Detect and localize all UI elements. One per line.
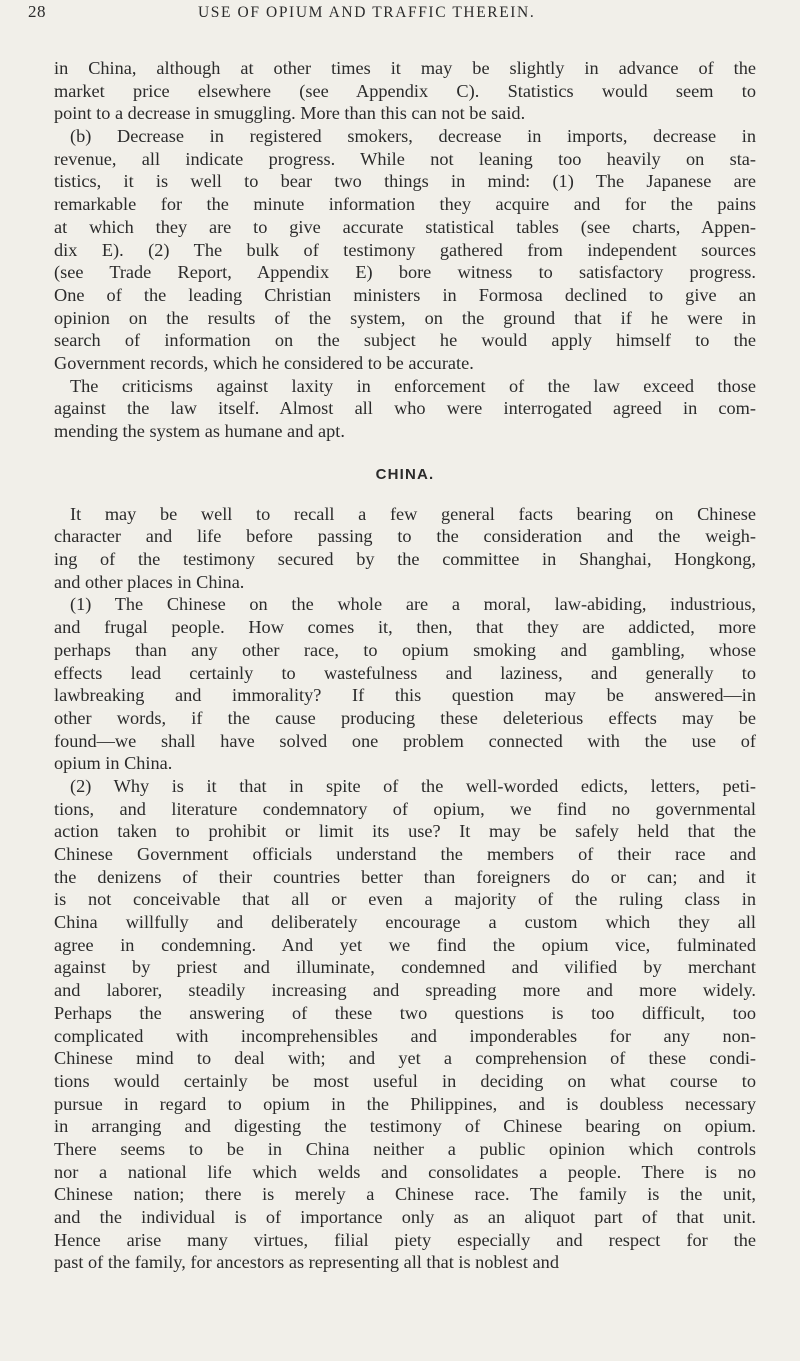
text-line: and frugal people. How comes it, then, that they are addicted, more bbox=[54, 617, 756, 638]
text-line: It may be well to recall a few general facts bearing on Chinese bbox=[70, 503, 756, 524]
text-line: (see Trade Report, Appendix E) bore witness to satisfactory progress. bbox=[54, 262, 756, 283]
text-line: Government records, which he considered to be accurate. bbox=[54, 352, 474, 373]
formosa-section bbox=[54, 57, 756, 443]
page-body bbox=[54, 57, 756, 1274]
text-line: pursue in regard to opium in the Philippines, and is doubless necessary bbox=[54, 1093, 756, 1114]
text-line: revenue, all indicate progress. While not leaning too heavily on sta- bbox=[54, 148, 756, 169]
text-line: and the individual is of importance only as an aliquot part of that unit. bbox=[54, 1207, 756, 1227]
text-line: the denizens of their countries better than foreigners do or can; and it bbox=[54, 866, 756, 887]
text-line: search of information on the subject he would apply himself to the bbox=[54, 330, 756, 351]
text-line: (1) The Chinese on the whole are a moral, law-abiding, industrious, bbox=[70, 594, 756, 615]
text-line: against by priest and illuminate, condemned and vilified by merchant bbox=[54, 957, 756, 978]
text-line: opinion on the results of the system, on the ground that if he were in bbox=[54, 307, 756, 328]
text-line: The criticisms against laxity in enforcement of the law exceed those bbox=[70, 375, 756, 396]
paragraph bbox=[54, 593, 756, 775]
text-line: effects lead certainly to wastefulness and laziness, and generally to bbox=[54, 662, 756, 683]
paragraph bbox=[54, 775, 756, 1274]
text-line: character and life before passing to the consideration and the weigh- bbox=[54, 526, 756, 547]
text-line: action taken to prohibit or limit its use? It may be safely held that the bbox=[54, 821, 756, 842]
text-line: Perhaps the answering of these two questions is too difficult, too bbox=[54, 1002, 756, 1023]
text-line: complicated with incomprehensibles and imponderables for any non- bbox=[54, 1025, 756, 1046]
text-line: tions, and literature condemnatory of opium, we find no governmental bbox=[54, 798, 756, 819]
page-number: 28 bbox=[28, 2, 46, 21]
running-head-title: USE OF OPIUM AND TRAFFIC THEREIN. bbox=[198, 4, 536, 21]
text-line: opium in China. bbox=[54, 753, 173, 774]
text-line: found—we shall have solved one problem connected with the use of bbox=[54, 730, 756, 751]
section-heading-china: CHINA. bbox=[375, 465, 435, 483]
text-line: against the law itself. Almost all who were interrogated agreed in com- bbox=[54, 398, 756, 419]
paragraph bbox=[54, 503, 756, 594]
text-line: perhaps than any other race, to opium smoking and gambling, whose bbox=[54, 639, 756, 660]
text-line: in China, although at other times it may be slightly in advance of the bbox=[54, 58, 756, 78]
text-line: (b) Decrease in registered smokers, decrease in imports, decrease in bbox=[70, 126, 756, 147]
text-line: at which they are to give accurate statistical tables (see charts, Appen- bbox=[54, 216, 756, 237]
text-line: Chinese nation; there is merely a Chinese race. The family is the unit, bbox=[54, 1184, 756, 1205]
text-line: lawbreaking and immorality? If this question may be answered—in bbox=[54, 685, 756, 706]
text-line: and laborer, steadily increasing and spreading more and more widely. bbox=[54, 980, 756, 1001]
paragraph bbox=[54, 125, 756, 375]
text-line: remarkable for the minute information they acquire and for the pains bbox=[54, 194, 756, 215]
text-line: point to a decrease in smuggling. More than this can not be said. bbox=[54, 103, 526, 124]
text-line: in arranging and digesting the testimony of Chinese bearing on opium. bbox=[54, 1116, 756, 1137]
text-line: China willfully and deliberately encourage a custom which they all bbox=[54, 912, 756, 933]
text-line: tistics, it is well to bear two things in mind: (1) The Japanese are bbox=[54, 171, 756, 192]
text-line: (2) Why is it that in spite of the well-worded edicts, letters, peti- bbox=[70, 775, 756, 796]
text-line: agree in condemning. And yet we find the opium vice, fulminated bbox=[54, 934, 756, 955]
text-line: is not conceivable that all or even a majority of the ruling class in bbox=[54, 889, 756, 910]
text-line: Hence arise many virtues, filial piety especially and respect for the bbox=[54, 1229, 756, 1250]
running-head bbox=[28, 2, 760, 28]
text-line: nor a national life which welds and consolidates a people. There is no bbox=[54, 1161, 756, 1182]
text-line: market price elsewhere (see Appendix C). Statistics would seem to bbox=[54, 80, 756, 101]
paragraph bbox=[54, 57, 756, 125]
text-line: ing of the testimony secured by the committee in Shanghai, Hongkong, bbox=[54, 549, 756, 570]
text-line: Chinese mind to deal with; and yet a comprehension of these condi- bbox=[54, 1048, 756, 1069]
text-line: One of the leading Christian ministers in Formosa declined to give an bbox=[54, 284, 756, 305]
text-line: other words, if the cause producing these deleterious effects may be bbox=[54, 707, 756, 728]
china-section bbox=[54, 503, 756, 1274]
text-line: There seems to be in China neither a public opinion which controls bbox=[54, 1138, 756, 1159]
text-line: tions would certainly be most useful in deciding on what course to bbox=[54, 1070, 756, 1091]
text-line: and other places in China. bbox=[54, 571, 245, 592]
paragraph bbox=[54, 375, 756, 443]
text-line: dix E). (2) The bulk of testimony gathered from independent sources bbox=[54, 239, 756, 260]
text-line: past of the family, for ancestors as representing all that is noblest and bbox=[54, 1252, 559, 1273]
text-line: Chinese Government officials understand the members of their race and bbox=[54, 844, 756, 864]
text-line: mending the system as humane and apt. bbox=[54, 421, 345, 441]
